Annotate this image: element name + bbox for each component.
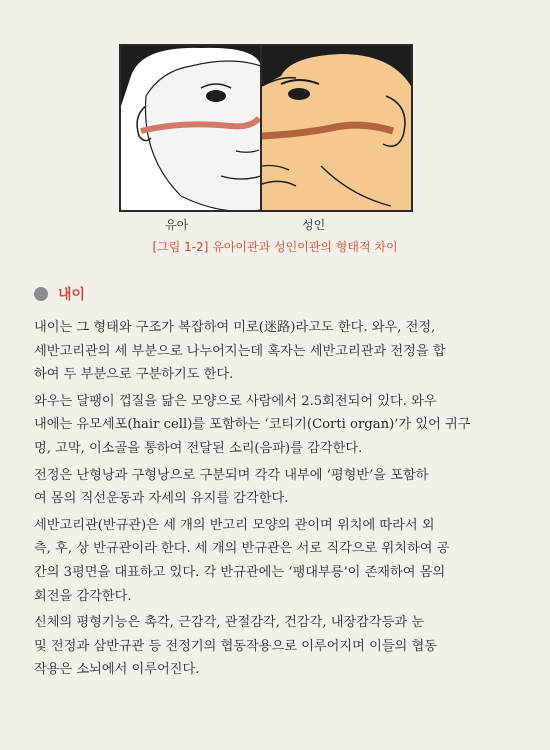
text-line: 작용은 소뇌에서 이루어진다.: [34, 662, 200, 678]
text-line: 내에는 유모세포(hair cell)를 포함하는 ‘코티기(Corti organ)’가 있어 귀구: [34, 417, 471, 433]
section-title: 내이: [58, 287, 86, 303]
text-line: 세반고리관의 세 부분으로 나누어지는데 혹자는 세반고리관과 전정을 합: [34, 343, 446, 359]
paragraph: [34, 316, 520, 387]
paragraph: [34, 390, 520, 461]
text-line: 세반고리관(반규관)은 세 개의 반고리 모양의 관이며 위치에 따라서 외: [34, 517, 435, 533]
text-line: 내이는 그 형태와 구조가 복잡하여 미로(迷路)라고도 한다. 와우, 전정,: [34, 320, 436, 335]
paragraph: [34, 464, 520, 511]
text-line: 회전을 감각한다.: [34, 588, 132, 604]
text-line: 및 전정과 삼반규관 등 전정기의 협동작용으로 이루어지며 이들의 협동: [34, 638, 437, 654]
text-line: 간의 3평면을 대표하고 있다. 각 반규관에는 ‘팽대부릉’이 존재하여 몸의: [34, 564, 446, 580]
section-heading: [34, 284, 85, 304]
figure-illustration: [119, 44, 413, 212]
text-line: 멍, 고막, 이소골을 통하여 전달된 소리(음파)를 감각한다.: [34, 440, 363, 456]
text-line: 와우는 달팽이 껍질을 닮은 모양으로 사람에서 2.5회전되어 있다. 와우: [34, 393, 437, 409]
text-line: 신체의 평형기능은 촉각, 근감각, 관절감각, 건감각, 내장감각등과 눈: [34, 615, 425, 631]
text-line: 측, 후, 상 반규관이라 한다. 세 개의 반규관은 서로 직각으로 위치하여 공: [34, 541, 450, 557]
text-line: 여 몸의 직선운동과 자세의 유지를 감각한다.: [34, 491, 289, 507]
bullet-icon: [34, 287, 48, 301]
paragraph: [34, 611, 520, 682]
face-comparison-illustration: [121, 46, 411, 210]
paragraph: [34, 514, 520, 608]
figure-label-child: 유아: [165, 218, 189, 232]
text-line: 전정은 난형낭과 구형낭으로 구분되며 각각 내부에 ‘평형반’을 포함하: [34, 467, 429, 483]
text-line: 하여 두 부분으로 구분하기도 한다.: [34, 367, 234, 383]
body-text: [34, 316, 520, 685]
figure-caption: [그림 1-2] 유아이관과 성인이관의 형태적 차이: [152, 240, 398, 254]
figure-label-adult: 성인: [302, 218, 326, 232]
